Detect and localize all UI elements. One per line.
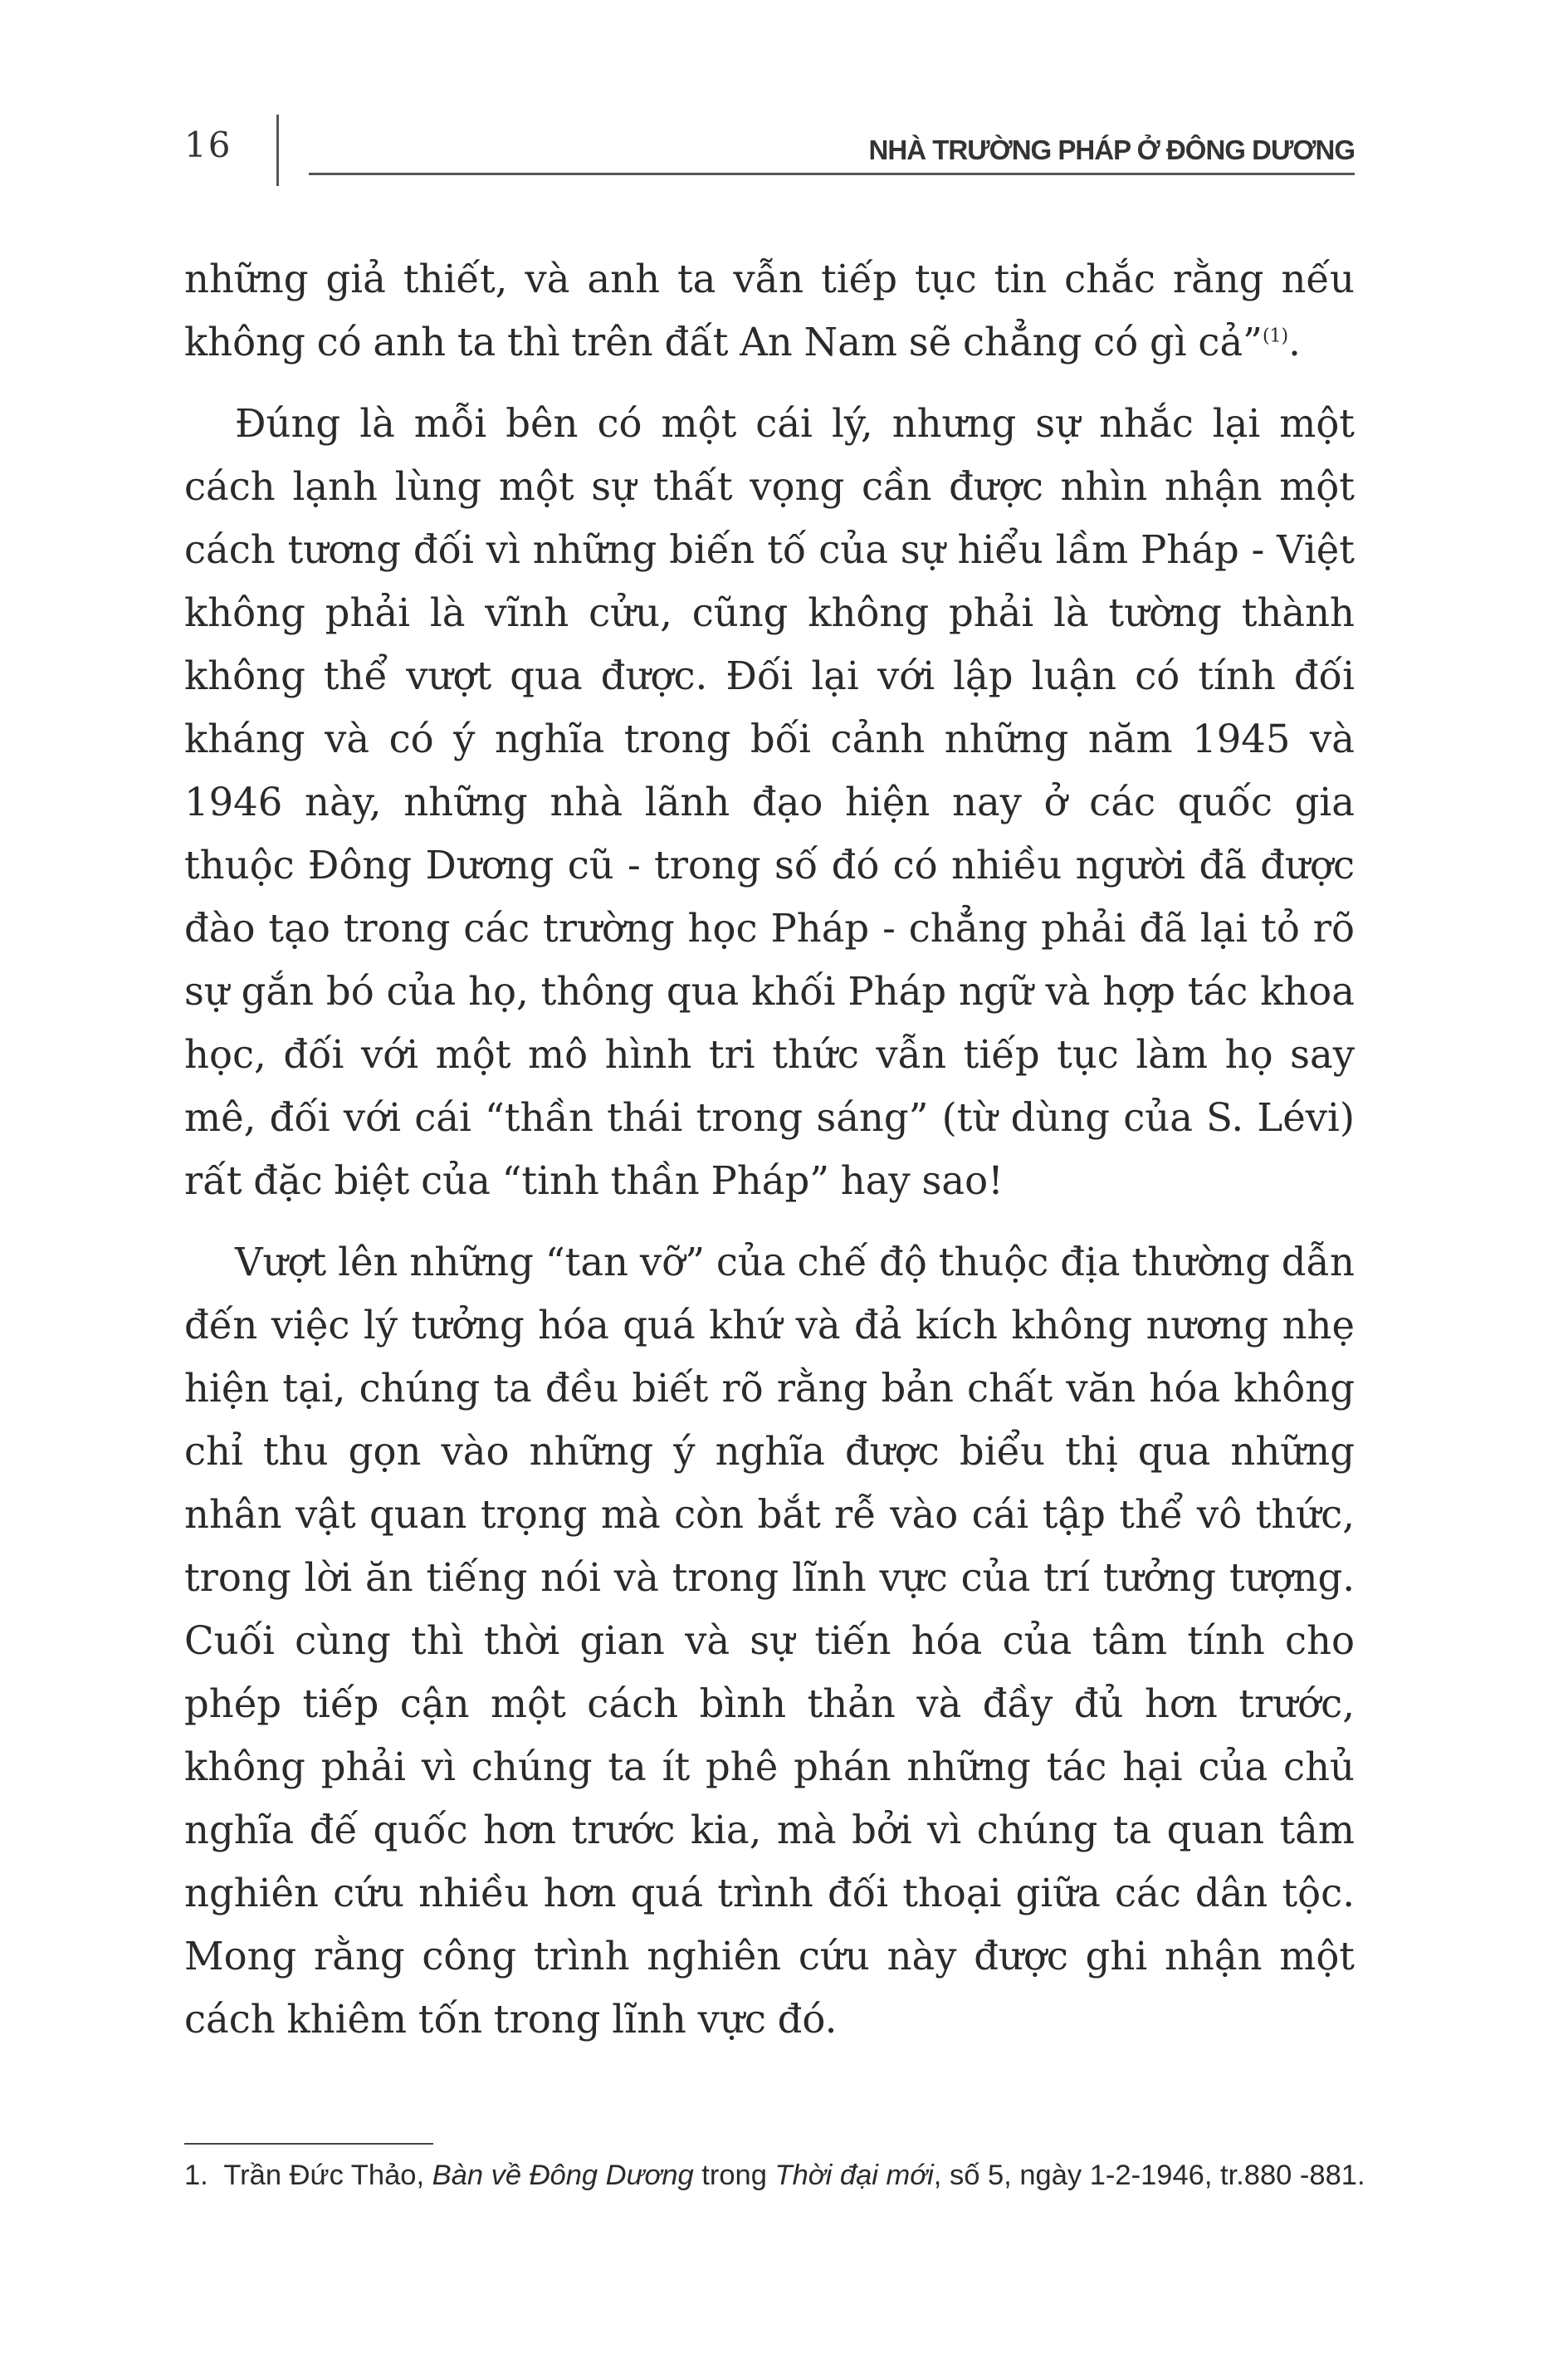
running-title: NHÀ TRƯỜNG PHÁP Ở ĐÔNG DƯƠNG xyxy=(868,135,1355,165)
paragraph-text: những giả thiết, và anh ta vẫn tiếp tục tin chắc rằng nếu không có anh ta thì trên đất An Nam sẽ chẳng có gì cả” xyxy=(184,257,1355,364)
page-number: 16 xyxy=(184,125,232,165)
header-rule xyxy=(309,173,1355,175)
footnote xyxy=(184,2156,1363,2194)
paragraph: Vượt lên những “tan vỡ” của chế độ thuộc địa thường dẫn đến việc lý tưởng hóa quá khứ và đả kích không nương nhẹ hiện tại, chúng ta đều biết rõ rằng bản chất văn hóa không chỉ thu gọn vào những ý nghĩa được biểu thị qua những nhân vật quan trọng mà còn bắt rễ vào cái tập thể vô thức, trong lời ăn tiếng nói và trong lĩnh vực của trí tưởng tượng. Cuối cùng thì thời gian và sự tiến hóa của tâm tính cho phép tiếp cận một cách bình thản và đầy đủ hơn trước, không phải vì chúng ta ít phê phán những tác hại của chủ nghĩa đế quốc hơn trước kia, mà bởi vì chúng ta quan tâm nghiên cứu nhiều hơn quá trình đối thoại giữa các dân tộc. Mong rằng công trình nghiên cứu này được ghi nhận một cách khiêm tốn trong lĩnh vực đó. xyxy=(184,1240,1355,2042)
header-vertical-rule xyxy=(276,115,279,186)
footnote-in-word: trong xyxy=(701,2160,767,2191)
paragraph-end-punctuation: . xyxy=(1288,320,1301,364)
footnote-title: Bàn về Đông Dương xyxy=(432,2160,694,2191)
paragraph-continued xyxy=(184,247,1355,374)
body-text xyxy=(184,247,1355,2051)
footnote-reference[interactable]: (1) xyxy=(1262,325,1289,347)
footnote-author: Trần Đức Thảo, xyxy=(223,2160,425,2191)
footnote-journal: Thời đại mới xyxy=(774,2160,934,2191)
paragraph: Đúng là mỗi bên có một cái lý, nhưng sự nhắc lại một cách lạnh lùng một sự thất vọng cần được nhìn nhận một cách tương đối vì những biến tố của sự hiểu lầm Pháp - Việt không phải là vĩnh cửu, cũng không phải là tường thành không thể vượt qua được. Đối lại với lập luận có tính đối kháng và có ý nghĩa trong bối cảnh những năm 1945 và 1946 này, những nhà lãnh đạo hiện nay ở các quốc gia thuộc Đông Dương cũ - trong số đó có nhiều người đã được đào tạo trong các trường học Pháp - chẳng phải đã lại tỏ rõ sự gắn bó của họ, thông qua khối Pháp ngữ và hợp tác khoa học, đối với một mô hình tri thức vẫn tiếp tục làm họ say mê, đối với cái “thần thái trong sáng” (từ dùng của S. Lévi) rất đặc biệt của “tinh thần Pháp” hay sao! xyxy=(184,401,1355,1203)
footnote-details: , số 5, ngày 1-2-1946, tr.880 -881. xyxy=(933,2160,1365,2191)
footnote-number: 1. xyxy=(184,2160,208,2191)
footnote-rule xyxy=(184,2143,433,2145)
